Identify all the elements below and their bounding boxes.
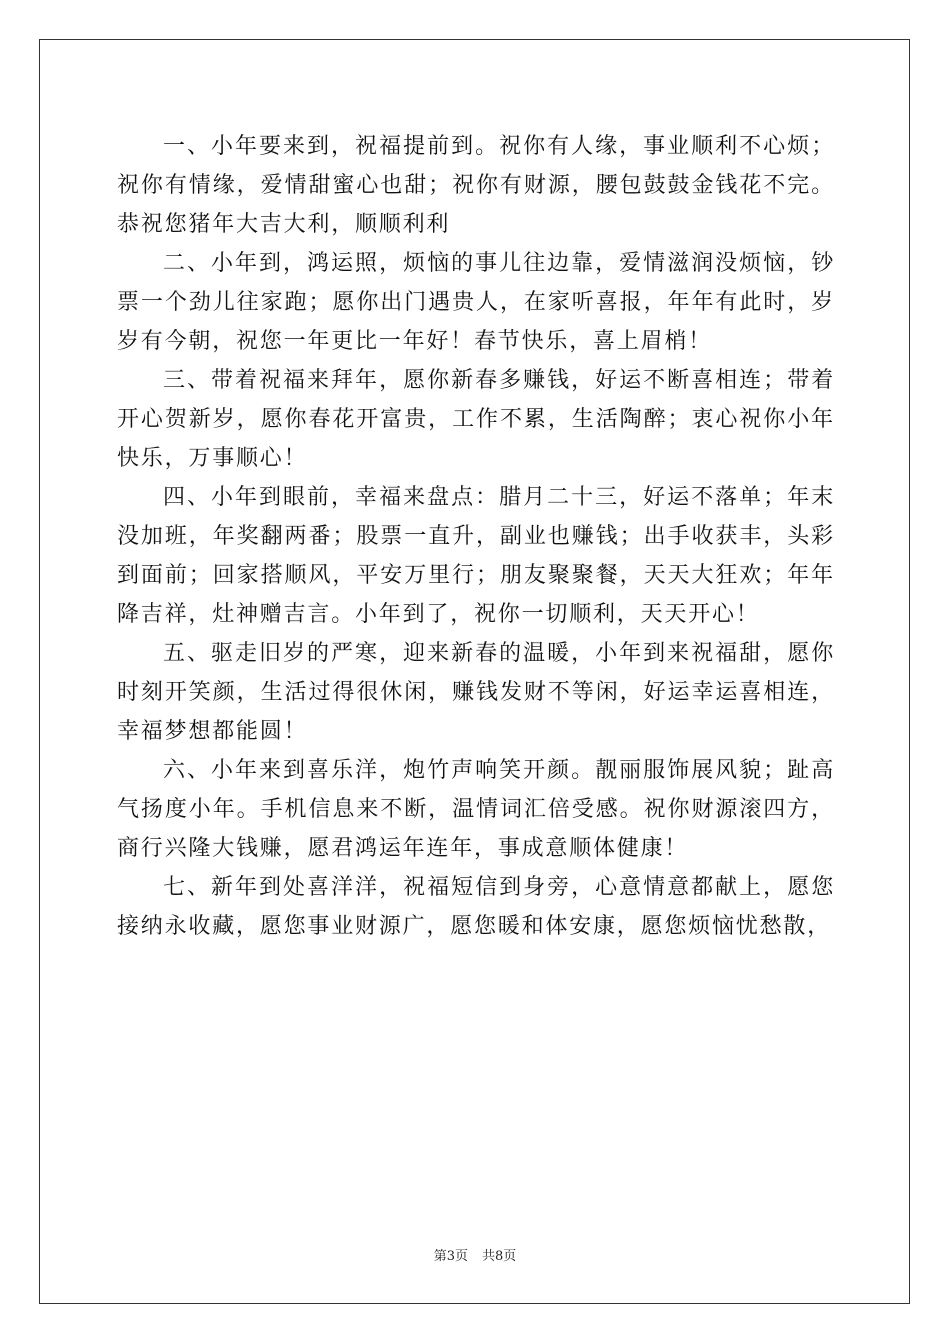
- paragraph-6: 六、小年来到喜乐洋，炮竹声响笑开颜。靓丽服饰展风貌；趾高气扬度小年。手机信息来不断，温情词汇倍受感。祝你财源滚四方，商行兴隆大钱赚，愿君鸿运年连年，事成意顺体健康！: [117, 758, 835, 861]
- page-number: 第3页: [433, 1249, 468, 1264]
- page-footer: [0, 1248, 950, 1266]
- paragraph-4: 四、小年到眼前，幸福来盘点：腊月二十三，好运不落单；年末没加班，年奖翻两番；股票一直升，副业也赚钱；出手收获丰，头彩到面前；回家搭顺风，平安万里行；朋友聚聚餐，天天大狂欢；年年降吉祥，灶神赠吉言。小年到了，祝你一切顺利，天天开心！: [117, 485, 835, 627]
- document-body: [117, 127, 835, 946]
- paragraph-7: 七、新年到处喜洋洋，祝福短信到身旁，心意情意都献上，愿您接纳永收藏，愿您事业财源广，愿您暖和体安康，愿您烦恼忧愁散，: [117, 875, 835, 939]
- paragraph-2: 二、小年到，鸿运照，烦恼的事儿往边靠，爱情滋润没烦恼，钞票一个劲儿往家跑；愿你出门遇贵人，在家听喜报，年年有此时，岁岁有今朝，祝您一年更比一年好！春节快乐，喜上眉梢！: [117, 251, 835, 354]
- paragraph-3: 三、带着祝福来拜年，愿你新春多赚钱，好运不断喜相连；带着开心贺新岁，愿你春花开富贵，工作不累，生活陶醉；衷心祝你小年快乐，万事顺心！: [117, 368, 835, 471]
- paragraph-5: 五、驱走旧岁的严寒，迎来新春的温暖，小年到来祝福甜，愿你时刻开笑颜，生活过得很休闲，赚钱发财不等闲，好运幸运喜相连，幸福梦想都能圆！: [117, 641, 835, 744]
- paragraph-1: 一、小年要来到，祝福提前到。祝你有人缘，事业顺利不心烦；祝你有情缘，爱情甜蜜心也甜；祝你有财源，腰包鼓鼓金钱花不完。恭祝您猪年大吉大利，顺顺利利: [117, 134, 835, 237]
- page-total: 共8页: [482, 1249, 517, 1264]
